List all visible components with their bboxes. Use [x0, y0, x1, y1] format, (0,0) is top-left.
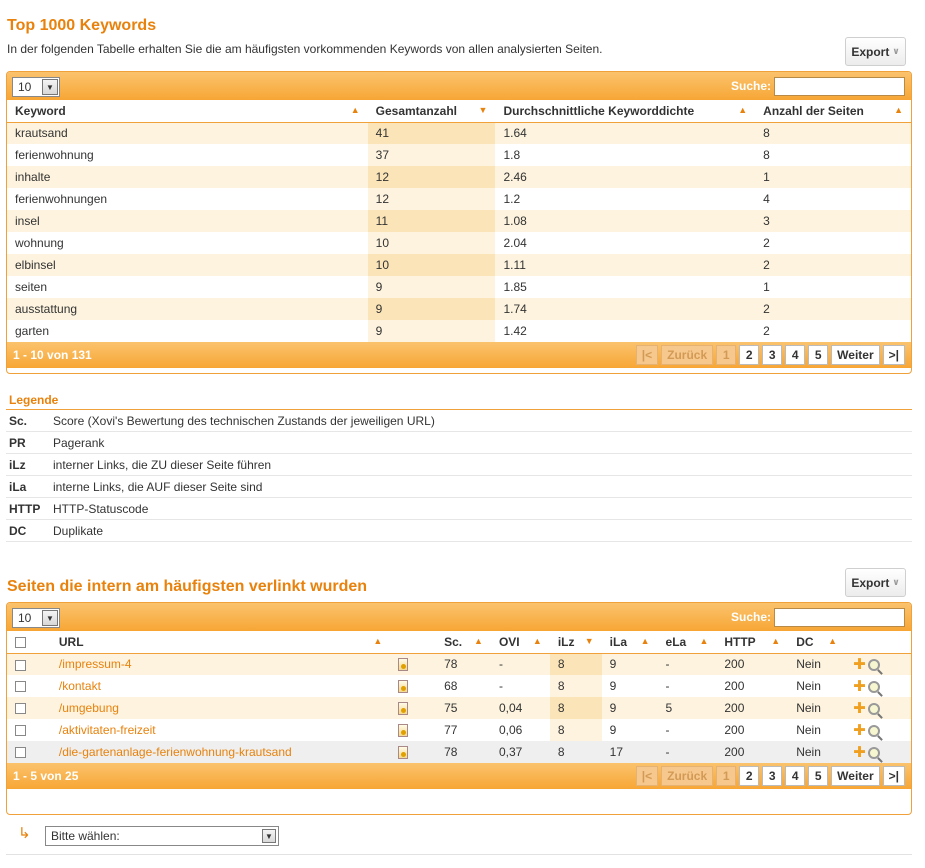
magnifier-icon[interactable]: [868, 725, 880, 737]
column-label: URL: [58, 634, 84, 649]
cell-icon: [390, 741, 436, 763]
cell-keyword: insel: [7, 210, 368, 232]
cell-ila: 9: [602, 653, 658, 675]
cell-total: 12: [368, 188, 496, 210]
table-row: [7, 232, 911, 254]
cell-url: [51, 653, 390, 675]
magnifier-icon[interactable]: [868, 747, 880, 759]
url-link[interactable]: /umgebung: [58, 701, 119, 715]
pager-next-button[interactable]: Weiter: [831, 766, 879, 786]
magnifier-icon[interactable]: [868, 681, 880, 693]
cell-url: [51, 741, 390, 763]
cell-pages: 2: [755, 320, 911, 342]
url-link[interactable]: /kontakt: [58, 679, 101, 693]
cell-ovi: -: [491, 675, 550, 697]
keywords-export-button[interactable]: [845, 37, 906, 66]
cell-pages: 8: [755, 144, 911, 166]
cell-pages: 2: [755, 232, 911, 254]
links-search-label: Suche:: [730, 610, 771, 624]
export-label: Export: [851, 575, 890, 590]
table-row: [7, 166, 911, 188]
column-header-ela[interactable]: [658, 631, 717, 653]
legend-text: Duplikate: [53, 523, 104, 538]
cell-actions: [845, 675, 911, 697]
cell-density: 1.42: [495, 320, 755, 342]
cell-dc: Nein: [788, 741, 845, 763]
cell-keyword: wohnung: [7, 232, 368, 254]
keywords-search-label: Suche:: [730, 79, 771, 93]
column-header-actions: [845, 631, 911, 653]
column-label: HTTP: [724, 634, 756, 649]
cell-dc: Nein: [788, 653, 845, 675]
table-row: [7, 144, 911, 166]
cell-dc: Nein: [788, 719, 845, 741]
pager-prev-button[interactable]: Zurück: [661, 766, 713, 786]
page-file-icon[interactable]: [398, 724, 408, 737]
cell-pages: 4: [755, 188, 911, 210]
cell-pages: 2: [755, 254, 911, 276]
pager-prev-button[interactable]: Zurück: [661, 345, 713, 365]
cell-url: [51, 675, 390, 697]
bulk-action-arrow-icon: ↳: [18, 825, 31, 842]
page-size-value: 10: [18, 611, 32, 625]
cell-density: 1.08: [495, 210, 755, 232]
sort-icon: ▲: [373, 636, 383, 646]
column-header-ila[interactable]: [602, 631, 658, 653]
page-file-icon[interactable]: [398, 680, 408, 693]
legend-key: DC: [9, 523, 27, 538]
page-file-icon[interactable]: [398, 746, 408, 759]
cell-select: [7, 741, 51, 763]
legend-key: PR: [9, 435, 26, 450]
url-link[interactable]: /aktivitaten-freizeit: [58, 723, 156, 737]
links-title: Seiten die intern am häufigsten verlinkt wurden: [7, 578, 368, 595]
legend-key: Sc.: [9, 413, 28, 428]
cell-total: 10: [368, 254, 496, 276]
cell-ela: 5: [658, 697, 717, 719]
pager-next-button[interactable]: Weiter: [831, 345, 879, 365]
cell-http: 200: [716, 653, 788, 675]
cell-total: 41: [368, 122, 496, 144]
sort-icon: ▲: [699, 636, 709, 646]
legend-item: [6, 432, 912, 454]
legend-item: [6, 454, 912, 476]
url-link[interactable]: /impressum-4: [58, 657, 132, 672]
legend: [6, 390, 912, 542]
legend-item: [6, 410, 912, 432]
row-checkbox[interactable]: [15, 725, 26, 736]
add-plus-icon[interactable]: ✚: [853, 721, 866, 739]
cell-total: 37: [368, 144, 496, 166]
cell-density: 2.04: [495, 232, 755, 254]
pager-page-1[interactable]: 1: [716, 766, 736, 786]
cell-http: 200: [716, 741, 788, 763]
column-header-url[interactable]: [51, 631, 390, 653]
cell-ovi: 0,06: [491, 719, 550, 741]
cell-density: 1.64: [495, 122, 755, 144]
legend-text: interne Links, die AUF dieser Seite sind: [53, 479, 263, 494]
cell-total: 12: [368, 166, 496, 188]
table-row: [7, 254, 911, 276]
cell-ovi: 0,37: [491, 741, 550, 763]
column-header-ilz[interactable]: [550, 631, 602, 653]
select-all-header: [7, 631, 51, 653]
cell-ovi: 0,04: [491, 697, 550, 719]
pager-last-button[interactable]: >|: [883, 345, 905, 365]
page-file-icon[interactable]: [398, 658, 408, 671]
url-link[interactable]: /die-gartenanlage-ferienwohnung-krautsand: [58, 745, 292, 759]
divider: [6, 854, 912, 855]
table-row: [7, 675, 911, 697]
add-plus-icon[interactable]: ✚: [853, 677, 866, 695]
cell-select: [7, 719, 51, 741]
keywords-table-box: [6, 71, 912, 374]
cell-keyword: garten: [7, 320, 368, 342]
keywords-table: [7, 100, 911, 342]
page-file-icon[interactable]: [398, 702, 408, 715]
row-checkbox[interactable]: [15, 660, 26, 671]
cell-keyword: ferienwohnung: [7, 144, 368, 166]
bulk-action-select[interactable]: [45, 826, 279, 846]
bulk-action-value: Bitte wählen:: [51, 829, 120, 843]
cell-total: 11: [368, 210, 496, 232]
pager-page-3[interactable]: 3: [762, 766, 782, 786]
keywords-title: Top 1000 Keywords: [7, 17, 157, 34]
cell-actions: [845, 719, 911, 741]
sort-desc-icon: ▼: [584, 636, 594, 646]
sort-icon: ▲: [828, 636, 838, 646]
pager-page-4[interactable]: 4: [785, 766, 805, 786]
cell-sc: 78: [436, 741, 491, 763]
column-label: iLz: [557, 634, 575, 649]
cell-icon: [390, 697, 436, 719]
column-header-density[interactable]: [495, 100, 755, 122]
cell-total: 9: [368, 276, 496, 298]
cell-ila: 9: [602, 719, 658, 741]
column-header-http[interactable]: [716, 631, 788, 653]
cell-url: [51, 719, 390, 741]
cell-sc: 78: [436, 653, 491, 675]
cell-keyword: inhalte: [7, 166, 368, 188]
cell-http: 200: [716, 675, 788, 697]
cell-ilz: 8: [550, 719, 602, 741]
pager-last-button[interactable]: >|: [883, 766, 905, 786]
legend-key: HTTP: [9, 501, 41, 516]
links-pagination-info: 1 - 5 von 25: [13, 769, 79, 783]
keywords-pager: [636, 345, 905, 365]
links-toolbar: [7, 603, 911, 631]
cell-ilz: 8: [550, 697, 602, 719]
pager-page-5[interactable]: 5: [808, 345, 828, 365]
legend-text: HTTP-Statuscode: [53, 501, 149, 516]
keywords-page-size-select[interactable]: [12, 77, 60, 97]
cell-density: 1.2: [495, 188, 755, 210]
pager-page-3[interactable]: 3: [762, 345, 782, 365]
keywords-footer: [7, 342, 911, 368]
cell-icon: [390, 653, 436, 675]
cell-select: [7, 653, 51, 675]
column-label: Gesamtanzahl: [375, 103, 458, 118]
links-search-input[interactable]: [774, 608, 905, 627]
sort-icon: ▲: [771, 636, 781, 646]
links-footer: [7, 763, 911, 789]
chevron-down-icon: ∨: [892, 46, 900, 56]
column-label: DC: [796, 634, 814, 649]
keywords-toolbar: [7, 72, 911, 100]
select-all-checkbox[interactable]: [15, 637, 26, 648]
row-checkbox[interactable]: [15, 747, 26, 758]
dropdown-arrow-icon: ▼: [262, 829, 276, 843]
cell-actions: [845, 653, 911, 675]
cell-keyword: ferienwohnungen: [7, 188, 368, 210]
add-plus-icon[interactable]: ✚: [853, 743, 866, 761]
pager-page-2[interactable]: 2: [739, 766, 759, 786]
chevron-down-icon: ∨: [892, 577, 900, 587]
table-row: [7, 320, 911, 342]
pager-first-button[interactable]: |<: [636, 766, 658, 786]
column-header-total[interactable]: [368, 100, 496, 122]
pager-page-2[interactable]: 2: [739, 345, 759, 365]
table-row: [7, 719, 911, 741]
cell-keyword: seiten: [7, 276, 368, 298]
cell-ila: 9: [602, 697, 658, 719]
cell-actions: [845, 697, 911, 719]
table-row: [7, 276, 911, 298]
dropdown-arrow-icon: ▼: [42, 610, 58, 626]
table-row: [7, 741, 911, 763]
links-pager: [636, 766, 905, 786]
legend-title: Legende: [6, 390, 912, 410]
cell-actions: [845, 741, 911, 763]
cell-http: 200: [716, 697, 788, 719]
cell-total: 9: [368, 320, 496, 342]
legend-item: [6, 476, 912, 498]
links-export-button[interactable]: [845, 568, 906, 597]
legend-item: [6, 520, 912, 542]
links-table-box: [6, 602, 912, 815]
row-checkbox[interactable]: [15, 681, 26, 692]
keywords-pagination-info: 1 - 10 von 131: [13, 348, 92, 362]
cell-pages: 2: [755, 298, 911, 320]
cell-ovi: -: [491, 653, 550, 675]
keywords-search-input[interactable]: [774, 77, 905, 96]
column-label: iLa: [609, 634, 628, 649]
magnifier-icon[interactable]: [868, 659, 880, 671]
column-label: Durchschnittliche Keyworddichte: [503, 103, 695, 118]
cell-ila: 9: [602, 675, 658, 697]
add-plus-icon[interactable]: ✚: [853, 699, 866, 717]
cell-ela: -: [658, 653, 717, 675]
cell-density: 2.46: [495, 166, 755, 188]
sort-icon: ▲: [894, 105, 903, 115]
legend-key: iLz: [9, 457, 26, 472]
table-row: [7, 298, 911, 320]
table-row: [7, 210, 911, 232]
sort-icon: ▲: [532, 636, 542, 646]
column-header-dc[interactable]: [788, 631, 845, 653]
column-label: Sc.: [444, 634, 463, 649]
table-row: [7, 122, 911, 144]
cell-ilz: 8: [550, 741, 602, 763]
cell-ela: -: [658, 675, 717, 697]
cell-pages: 8: [755, 122, 911, 144]
cell-total: 10: [368, 232, 496, 254]
keywords-description: In der folgenden Tabelle erhalten Sie die am häufigsten vorkommenden Keywords von allen analysierten Seiten.: [7, 42, 603, 56]
add-plus-icon[interactable]: ✚: [853, 656, 866, 674]
pager-page-4[interactable]: 4: [785, 345, 805, 365]
cell-keyword: krautsand: [7, 122, 368, 144]
column-header-ovi[interactable]: [491, 631, 550, 653]
pager-page-1[interactable]: 1: [716, 345, 736, 365]
links-table: [7, 631, 911, 763]
export-label: Export: [851, 44, 890, 59]
cell-density: 1.11: [495, 254, 755, 276]
page-size-value: 10: [18, 80, 32, 94]
sort-icon: ▲: [350, 105, 360, 115]
cell-pages: 3: [755, 210, 911, 232]
cell-dc: Nein: [788, 697, 845, 719]
cell-density: 1.85: [495, 276, 755, 298]
column-header-icon: [390, 631, 436, 653]
cell-select: [7, 675, 51, 697]
cell-icon: [390, 675, 436, 697]
cell-keyword: elbinsel: [7, 254, 368, 276]
table-row: [7, 653, 911, 675]
magnifier-icon[interactable]: [868, 703, 880, 715]
cell-icon: [390, 719, 436, 741]
cell-ila: 17: [602, 741, 658, 763]
cell-keyword: ausstattung: [7, 298, 368, 320]
cell-pages: 1: [755, 166, 911, 188]
column-header-keyword[interactable]: [7, 100, 368, 122]
column-label: Anzahl der Seiten: [763, 103, 864, 118]
row-checkbox[interactable]: [15, 703, 26, 714]
sort-icon: ▲: [474, 636, 483, 646]
column-header-sc[interactable]: [436, 631, 491, 653]
cell-ela: -: [658, 719, 717, 741]
cell-http: 200: [716, 719, 788, 741]
column-label: OVI: [498, 634, 520, 649]
cell-pages: 1: [755, 276, 911, 298]
legend-item: [6, 498, 912, 520]
legend-text: interner Links, die ZU dieser Seite führen: [53, 457, 272, 472]
cell-url: [51, 697, 390, 719]
links-page-size-select[interactable]: [12, 608, 60, 628]
column-label: eLa: [665, 634, 687, 649]
sort-icon: ▲: [738, 105, 748, 115]
cell-ela: -: [658, 741, 717, 763]
legend-text: Pagerank: [53, 435, 105, 450]
column-label: Keyword: [15, 103, 66, 118]
column-header-pages[interactable]: [755, 100, 911, 122]
cell-sc: 75: [436, 697, 491, 719]
cell-sc: 68: [436, 675, 491, 697]
sort-desc-icon: ▼: [478, 105, 488, 115]
cell-select: [7, 697, 51, 719]
cell-ilz: 8: [550, 675, 602, 697]
cell-ilz: 8: [550, 653, 602, 675]
dropdown-arrow-icon: ▼: [42, 79, 58, 95]
pager-first-button[interactable]: |<: [636, 345, 658, 365]
cell-density: 1.74: [495, 298, 755, 320]
legend-text: Score (Xovi's Bewertung des technischen Zustands der jeweiligen URL): [53, 413, 435, 428]
cell-dc: Nein: [788, 675, 845, 697]
sort-icon: ▲: [640, 636, 650, 646]
table-row: [7, 188, 911, 210]
pager-page-5[interactable]: 5: [808, 766, 828, 786]
cell-total: 9: [368, 298, 496, 320]
table-row: [7, 697, 911, 719]
cell-sc: 77: [436, 719, 491, 741]
cell-density: 1.8: [495, 144, 755, 166]
legend-key: iLa: [9, 479, 27, 494]
